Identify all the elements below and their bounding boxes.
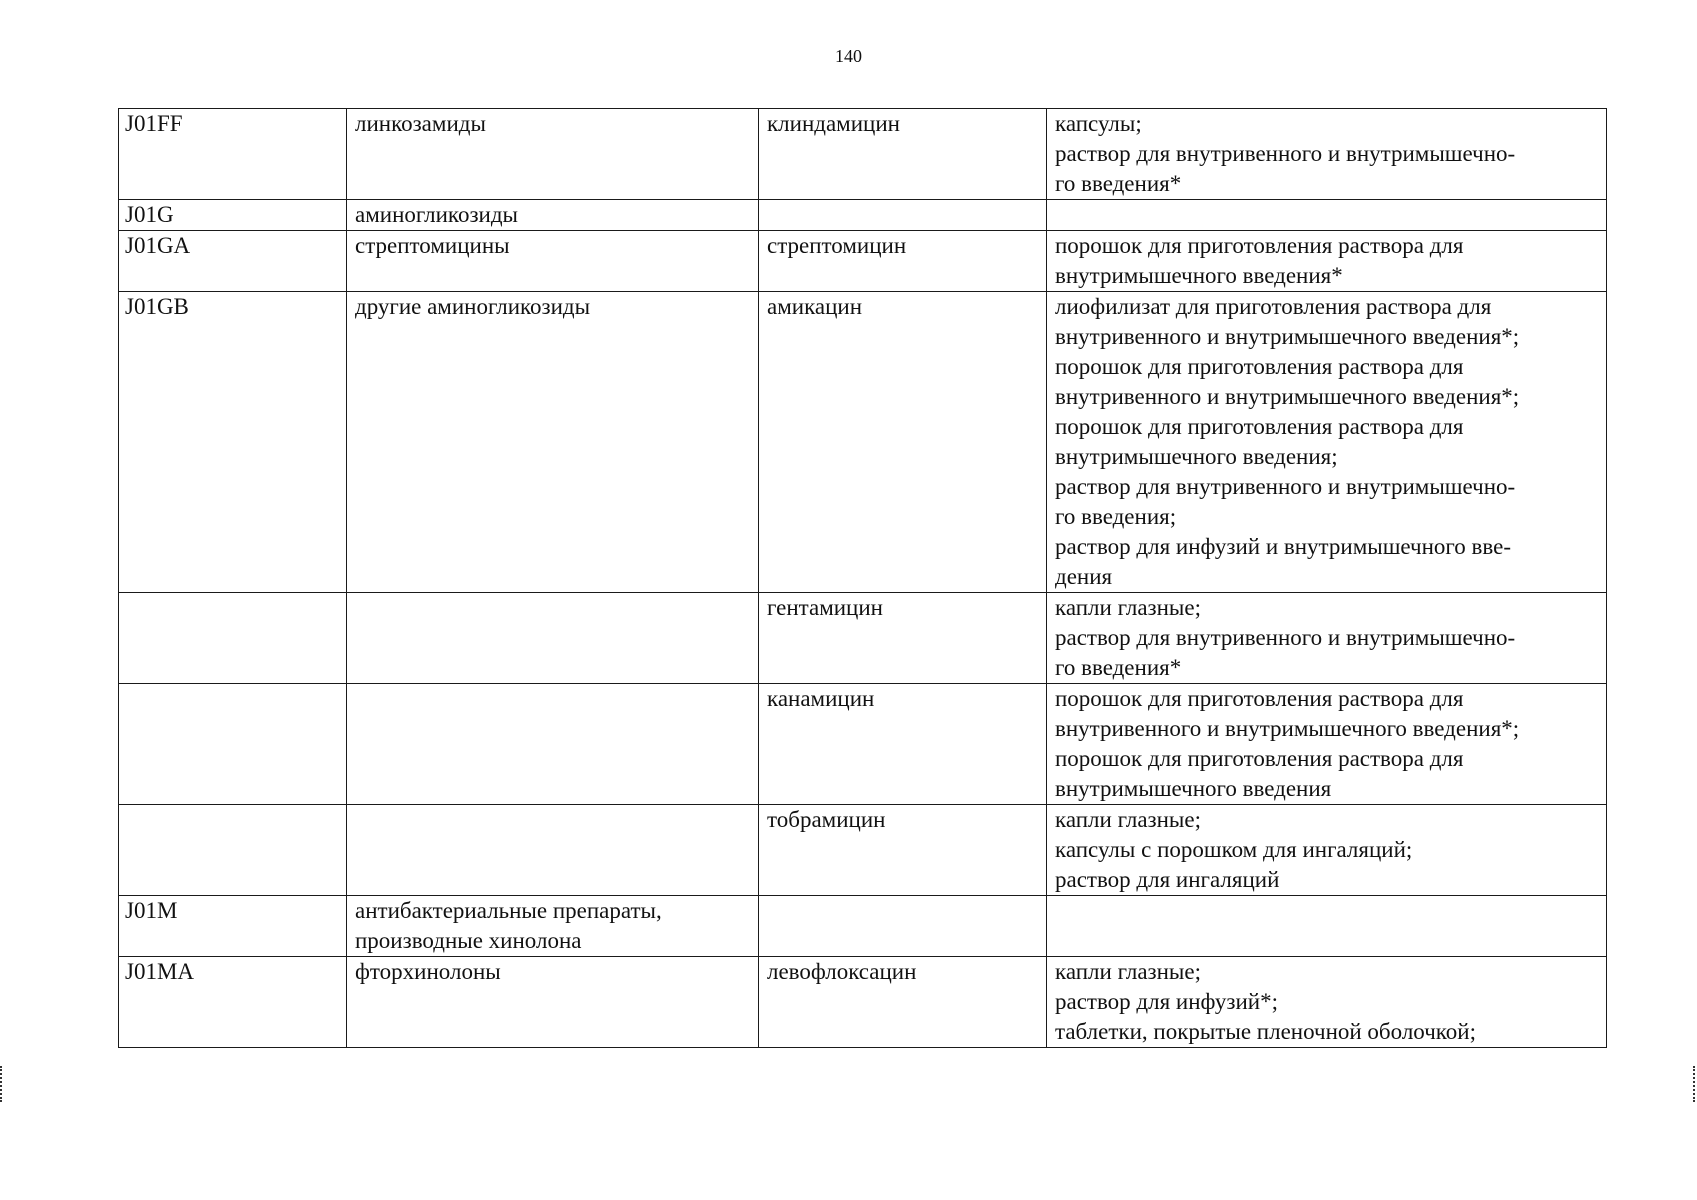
dosage-forms-cell: капсулы; раствор для внутривенного и внутримышечно- го введения*	[1047, 109, 1607, 200]
group-name-cell: фторхинолоны	[347, 957, 759, 1048]
dosage-forms-cell: порошок для приготовления раствора для внутримышечного введения*	[1047, 231, 1607, 292]
atc-drug-table	[118, 108, 1607, 1048]
group-name-cell: линкозамиды	[347, 109, 759, 200]
table-row	[119, 593, 1607, 684]
atc-code-cell	[119, 684, 347, 805]
group-name-cell	[347, 684, 759, 805]
table-row	[119, 896, 1607, 957]
table-row	[119, 109, 1607, 200]
page-number: 140	[835, 46, 862, 66]
atc-code-cell: J01MA	[119, 957, 347, 1048]
group-name-cell: антибактериальные препараты, производные хинолона	[347, 896, 759, 957]
left-edge-scan-mark	[0, 1066, 4, 1102]
group-name-cell	[347, 805, 759, 896]
table-row	[119, 684, 1607, 805]
atc-code-cell: J01FF	[119, 109, 347, 200]
group-name-cell: стрептомицины	[347, 231, 759, 292]
table-row	[119, 200, 1607, 231]
group-name-cell: аминогликозиды	[347, 200, 759, 231]
dosage-forms-cell	[1047, 200, 1607, 231]
table-row	[119, 231, 1607, 292]
atc-code-cell: J01GA	[119, 231, 347, 292]
group-name-cell: другие аминогликозиды	[347, 292, 759, 593]
atc-code-cell: J01G	[119, 200, 347, 231]
drug-name-cell: канамицин	[759, 684, 1047, 805]
atc-code-cell: J01GB	[119, 292, 347, 593]
table-row	[119, 292, 1607, 593]
right-edge-scan-mark	[1693, 1066, 1697, 1102]
table-row	[119, 805, 1607, 896]
drug-name-cell: амикацин	[759, 292, 1047, 593]
group-name-cell	[347, 593, 759, 684]
drug-name-cell	[759, 896, 1047, 957]
dosage-forms-cell: капли глазные; раствор для внутривенного и внутримышечно- го введения*	[1047, 593, 1607, 684]
dosage-forms-cell: капли глазные; капсулы с порошком для ингаляций; раствор для ингаляций	[1047, 805, 1607, 896]
drug-name-cell: левофлоксацин	[759, 957, 1047, 1048]
dosage-forms-cell	[1047, 896, 1607, 957]
dosage-forms-cell: капли глазные; раствор для инфузий*; таблетки, покрытые пленочной оболочкой;	[1047, 957, 1607, 1048]
table-row	[119, 957, 1607, 1048]
drug-name-cell: тобрамицин	[759, 805, 1047, 896]
drug-name-cell: стрептомицин	[759, 231, 1047, 292]
atc-code-cell	[119, 593, 347, 684]
dosage-forms-cell: порошок для приготовления раствора для внутривенного и внутримышечного введения*; порошок для приготовления раствора для внутримышечного введения	[1047, 684, 1607, 805]
dosage-forms-cell: лиофилизат для приготовления раствора для внутривенного и внутримышечного введения*; порошок для приготовления раствора для внутривенного и внутримышечного введения*; порошок для приготовления раствора для внутримышечного введения; раствор для внутривенного и внутримышечно- го введения; раствор для инфузий и внутримышечного вве- дения	[1047, 292, 1607, 593]
drug-name-cell: клиндамицин	[759, 109, 1047, 200]
drug-name-cell: гентамицин	[759, 593, 1047, 684]
drug-name-cell	[759, 200, 1047, 231]
atc-code-cell	[119, 805, 347, 896]
atc-code-cell: J01M	[119, 896, 347, 957]
